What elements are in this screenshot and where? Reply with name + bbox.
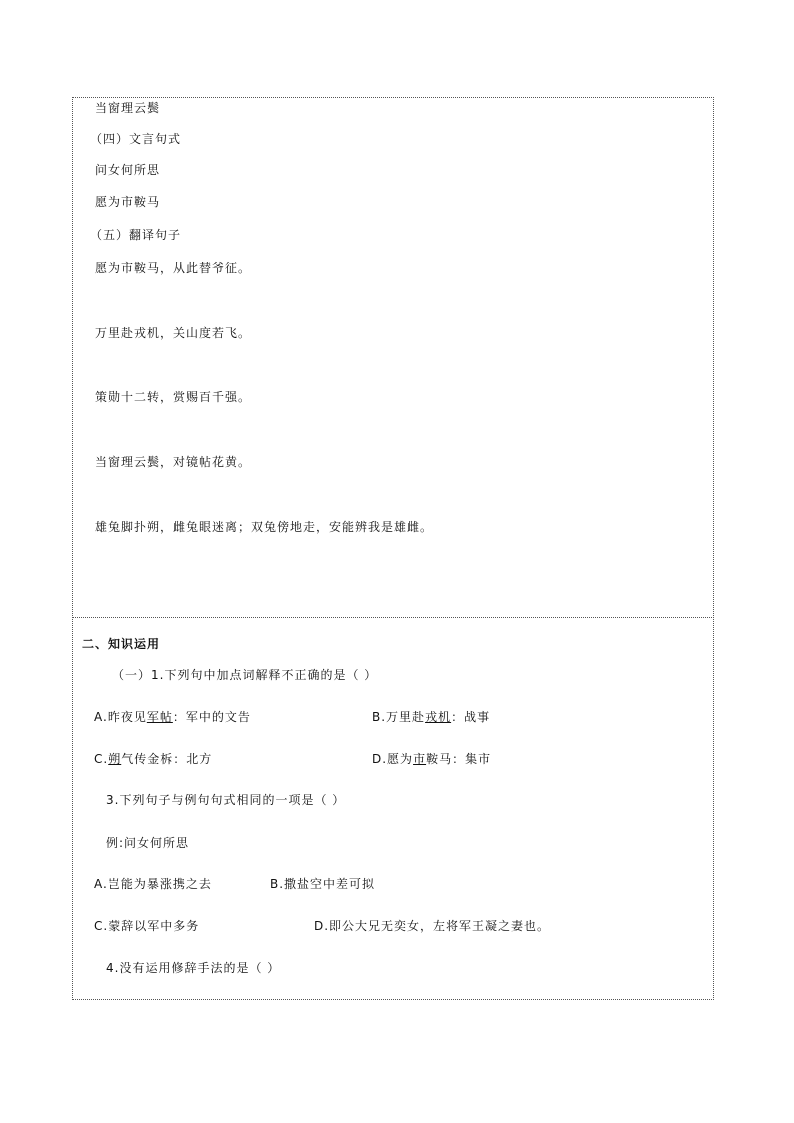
option-c: C.朔气传金柝：北方 [94, 752, 213, 766]
text-line: 当窗理云鬓 [95, 101, 161, 115]
subheading: （五）翻译句子 [90, 228, 182, 242]
subheading: （四）文言句式 [90, 132, 182, 146]
option-d: D.愿为市鞍马：集市 [372, 752, 492, 766]
option-a: A.昨夜见军帖：军中的文告 [94, 710, 251, 724]
table-divider [72, 617, 714, 618]
text-line: 雄兔脚扑朔，雌兔眼迷离；双兔傍地走，安能辨我是雄雌。 [95, 520, 434, 534]
question-1-stem: （一）1.下列句中加点词解释不正确的是（ ） [112, 668, 378, 682]
text-line: 万里赴戎机，关山度若飞。 [95, 326, 252, 340]
example-sentence: 例:问女何所思 [106, 836, 190, 850]
option-b: B.撒盐空中差可拟 [270, 877, 376, 891]
option-d: D.即公大兄无奕女，左将军王凝之妻也。 [314, 919, 551, 933]
text-line: 愿为市鞍马，从此替爷征。 [95, 261, 252, 275]
text-line: 问女何所思 [95, 163, 161, 177]
section-heading: 二、知识运用 [82, 637, 161, 651]
text-line: 策勋十二转，赏赐百千强。 [95, 390, 252, 404]
text-line: 愿为市鞍马 [95, 195, 161, 209]
option-c: C.蒙辞以军中多务 [94, 919, 200, 933]
text-line: 当窗理云鬓，对镜帖花黄。 [95, 455, 252, 469]
question-4-stem: 4.没有运用修辞手法的是（ ） [106, 961, 281, 975]
option-a: A.岂能为暴涨携之去 [94, 877, 212, 891]
question-3-stem: 3.下列句子与例句句式相同的一项是（ ） [106, 793, 346, 807]
option-b: B.万里赴戎机：战事 [372, 710, 491, 724]
